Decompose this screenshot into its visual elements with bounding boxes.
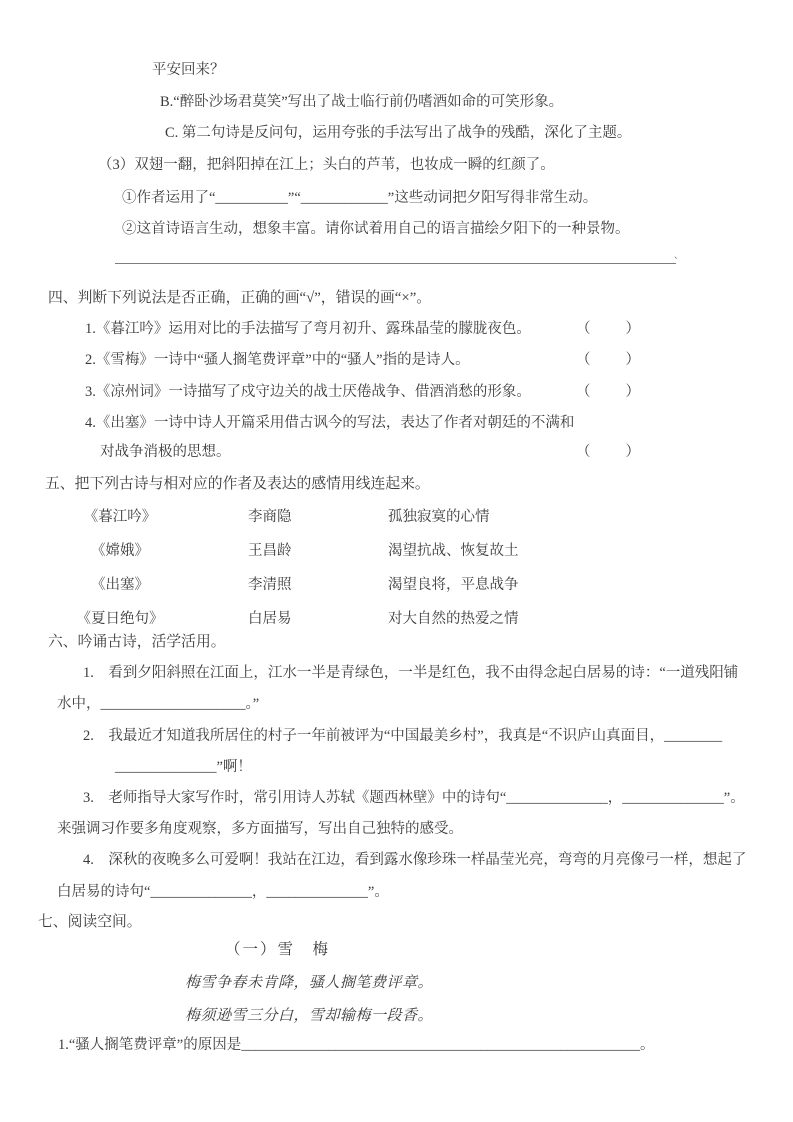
section-6-title: 六、吟诵古诗，活学活用。 [48,634,226,650]
paren-blank-2: （ ） [576,352,642,368]
option-b: B.“醉卧沙场君莫笑”写出了战士临行前仍嗜酒如命的可笑形象。 [160,94,564,110]
reading-question-1-blank: _______________________________________________________ [241,1037,640,1053]
match-poem-2: 《嫦娥》 [91,543,149,559]
reading-poem-title: （一）雪 梅 [225,941,331,958]
reading-poem-line-2: 梅须逊雪三分白，雪却输梅一段香。 [185,1008,434,1024]
reading-poem-line-1: 梅雪争春未肯降，骚人搁笔费评章。 [185,975,434,991]
match-author-3: 李清照 [248,577,292,593]
item-3-line: （3）双翅一翻，把斜阳掉在江上；头白的芦苇，也妆成一瞬的红颜了。 [98,157,555,173]
match-poem-4: 《夏日绝句》 [76,611,164,627]
reading-question-1-text: 1.“骚人搁笔费评章”的原因是 [58,1037,242,1053]
paren-blank-3: （ ） [576,384,642,400]
match-author-4: 白居易 [248,611,292,627]
recite-item-2-line-2: ______________”啊！ [115,759,252,775]
reading-question-1-period: 。 [640,1037,655,1053]
match-feeling-4: 对大自然的热爱之情 [388,611,519,627]
judgment-item-4-wrap: 对战争消极的思想。 [100,444,231,460]
option-c: C. 第二句诗是反问句，运用夸张的手法写出了战争的残酷，深化了主题。 [165,125,632,141]
answer-blank-line [115,262,676,264]
paren-blank-4: （ ） [576,444,642,460]
recite-item-4-line-1: 4. 深秋的夜晚多么可爱啊！我站在江边，看到露水像珍珠一样晶莹光亮，弯弯的月亮像弓一样，想起了 [83,852,747,868]
recite-item-3-line-2: 来强调习作要多角度观察，多方面描写，写出自己独特的感受。 [57,821,463,837]
section-4-title: 四、判断下列说法是否正确，正确的画“√”，错误的画“×”。 [48,290,432,306]
match-author-2: 王昌龄 [248,543,292,559]
match-feeling-3: 渴望良将，平息战争 [388,577,519,593]
match-feeling-2: 渴望抗战、恢复故土 [388,543,519,559]
match-poem-1: 《暮江吟》 [83,509,157,525]
judgment-item-2: 2.《雪梅》一诗中“骚人搁笔费评章”中的“骚人”指的是诗人。 [85,352,470,368]
judgment-item-3: 3.《凉州词》一诗描写了戍守边关的战士厌倦战争、借酒消愁的形象。 [85,384,531,400]
question-tail-line: 平安回来？ [152,62,225,78]
reading-question-1 [58,1036,655,1054]
recite-item-1-line-2: 水中，____________________。” [57,696,260,712]
sub-question-1: ①作者运用了“__________”“____________”这些动词把夕阳写得非常生动。 [122,190,598,206]
recite-item-1-line-1: 1. 看到夕阳斜照在江面上，江水一半是青绿色，一半是红色，我不由得念起白居易的诗：“一道残阳铺 [83,665,739,681]
recite-item-3-line-1: 3. 老师指导大家写作时，常引用诗人苏轼《题西林壁》中的诗句“______________，______________”。 [83,790,745,806]
paren-blank-1: （ ） [576,321,642,337]
section-7-title: 七、阅读空间。 [38,914,142,930]
judgment-item-1: 1.《暮江吟》运用对比的手法描写了弯月初升、露珠晶莹的朦胧夜色。 [85,321,531,337]
match-author-1: 李商隐 [248,509,292,525]
section-5-title: 五、把下列古诗与相对应的作者及表达的感情用线连起来。 [45,476,430,492]
match-poem-3: 《出塞》 [91,577,149,593]
stray-mark: 、 [674,250,684,260]
match-feeling-1: 孤独寂寞的心情 [388,509,490,525]
recite-item-2-line-1: 2. 我最近才知道我所居住的村子一年前被评为“中国最美乡村”，我真是“不识庐山真面目，________ [83,728,723,744]
sub-question-2: ②这首诗语言生动，想象丰富。请你试着用自己的语言描绘夕阳下的一种景物。 [122,221,630,237]
recite-item-4-line-2: 白居易的诗句“______________，______________”。 [57,884,389,900]
judgment-item-4: 4.《出塞》一诗中诗人开篇采用借古讽今的写法，表达了作者对朝廷的不满和 [85,415,575,431]
